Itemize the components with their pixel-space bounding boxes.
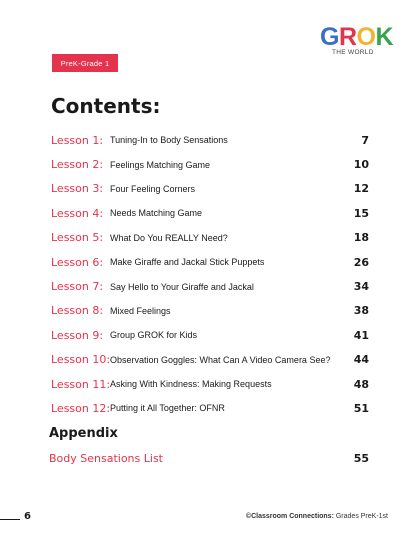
appendix-title: Appendix [49, 426, 118, 441]
lesson-page: 44 [353, 353, 369, 367]
lesson-title: Asking With Kindness: Making Requests [110, 379, 272, 390]
lesson-list [51, 128, 369, 421]
appendix-row[interactable] [49, 450, 369, 466]
lesson-number: Lesson 7: [51, 280, 104, 294]
logo-subtitle: THE WORLD [332, 49, 374, 56]
lesson-title: Observation Goggles: What Can A Video Camera See? [110, 354, 331, 365]
lesson-row[interactable] [51, 201, 369, 225]
lesson-number: Lesson 12: [51, 401, 111, 415]
appendix-page: 55 [353, 451, 369, 465]
logo-letter: R [338, 23, 357, 51]
lesson-number: Lesson 2: [51, 158, 104, 172]
lesson-title: Putting it All Together: OFNR [110, 403, 225, 414]
lesson-number: Lesson 8: [51, 304, 104, 318]
lesson-row[interactable] [51, 250, 369, 274]
lesson-page: 38 [353, 304, 369, 318]
lesson-title: Needs Matching Game [110, 208, 203, 219]
lesson-page: 34 [353, 280, 369, 294]
grok-logo [320, 23, 394, 60]
lesson-page: 18 [353, 231, 369, 245]
appendix-item: Body Sensations List [49, 451, 163, 465]
footer-grades: Grades PreK-1st [333, 513, 388, 520]
lesson-page: 7 [361, 133, 369, 147]
logo-letter: O [356, 23, 376, 51]
lesson-number: Lesson 11: [51, 377, 111, 391]
lesson-page: 26 [353, 255, 369, 269]
lesson-title: Feelings Matching Game [110, 159, 211, 170]
lesson-title: What Do You REALLY Need? [110, 232, 228, 243]
lesson-title: Mixed Feelings [110, 305, 171, 316]
lesson-row[interactable] [51, 372, 369, 396]
lesson-title: Tuning-In to Body Sensations [110, 135, 228, 146]
lesson-row[interactable] [51, 274, 369, 298]
lesson-row[interactable] [51, 177, 369, 201]
footer-rule [0, 519, 20, 520]
logo-wordmark [320, 23, 394, 51]
lesson-title: Make Giraffe and Jackal Stick Puppets [110, 257, 265, 268]
lesson-title: Group GROK for Kids [110, 330, 198, 341]
logo-letter: K [375, 23, 394, 51]
footer-text [246, 513, 388, 520]
lesson-row[interactable] [51, 226, 369, 250]
lesson-number: Lesson 10: [51, 353, 111, 367]
footer-brand: ©Classroom Connections: [245, 513, 334, 520]
lesson-page: 12 [353, 182, 369, 196]
lesson-page: 15 [353, 206, 369, 220]
lesson-number: Lesson 3: [51, 182, 104, 196]
grade-badge: PreK-Grade 1 [52, 54, 118, 72]
lesson-number: Lesson 1: [51, 133, 104, 147]
lesson-row[interactable] [51, 299, 369, 323]
lesson-title: Four Feeling Corners [110, 183, 196, 194]
lesson-row[interactable] [51, 152, 369, 176]
lesson-number: Lesson 5: [51, 231, 104, 245]
contents-title: Contents: [51, 94, 161, 118]
lesson-page: 41 [353, 328, 369, 342]
lesson-page: 51 [353, 401, 369, 415]
lesson-row[interactable] [51, 348, 369, 372]
lesson-row[interactable] [51, 323, 369, 347]
logo-letter: G [320, 23, 339, 51]
lesson-page: 10 [353, 158, 369, 172]
lesson-number: Lesson 9: [51, 328, 104, 342]
lesson-page: 48 [353, 377, 369, 391]
lesson-title: Say Hello to Your Giraffe and Jackal [110, 281, 254, 292]
page-number: 6 [24, 511, 31, 522]
lesson-number: Lesson 6: [51, 255, 104, 269]
lesson-row[interactable] [51, 396, 369, 420]
lesson-number: Lesson 4: [51, 206, 104, 220]
lesson-row[interactable] [51, 128, 369, 152]
